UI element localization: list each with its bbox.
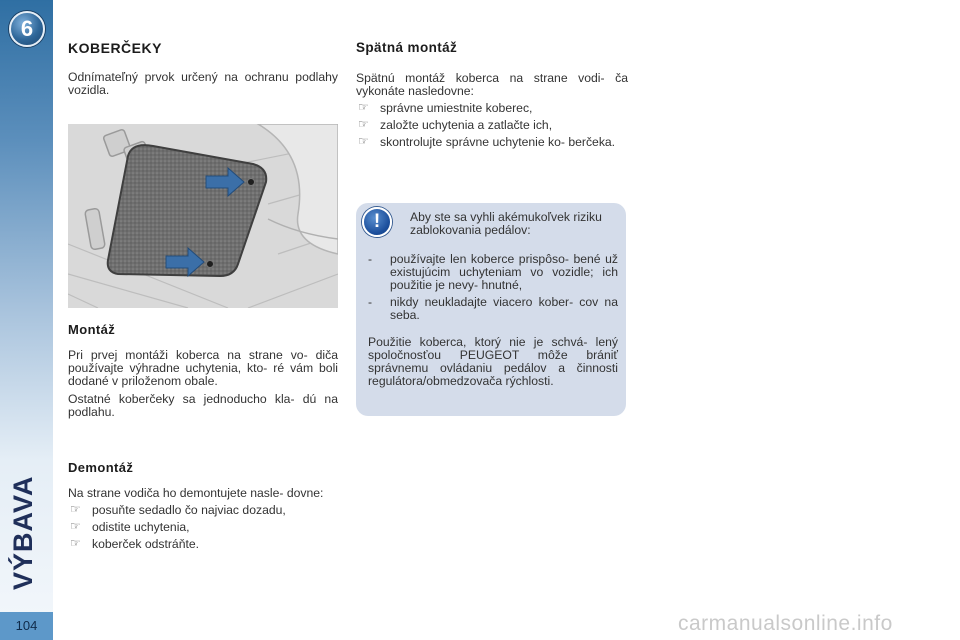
left-column (68, 40, 338, 97)
mounting-paragraph: Ostatné koberčeky sa jednoducho kla- dú na podlahu. (68, 392, 338, 419)
removal-section (68, 460, 338, 551)
page-title: KOBERČEKY (68, 40, 162, 56)
exclamation-icon: ! (362, 207, 392, 237)
pointing-hand-icon: ☞ (358, 117, 369, 131)
reinstall-heading: Spätná montáž (356, 40, 458, 55)
pointing-hand-icon: ☞ (358, 100, 369, 114)
watermark: carmanualsonline.info (678, 612, 893, 635)
pointing-hand-icon: ☞ (358, 134, 369, 148)
mounting-section (68, 322, 338, 419)
floor-mat-illustration (68, 124, 338, 308)
warning-list (368, 253, 618, 326)
list-item: ☞ koberček odstráňte. (70, 536, 200, 551)
list-item: ☞ skontrolujte správne uchytenie ko- berčeka. (358, 134, 616, 149)
chapter-badge: 6 (9, 11, 45, 47)
reinstall-intro: Spätnú montáž koberca na strane vodi- ča vykonáte nasledovne: (356, 71, 628, 98)
reinstall-section (356, 40, 628, 149)
intro-text: Odnímateľný prvok určený na ochranu podlahy vozidla. (68, 70, 338, 97)
floor-mat-drawing (68, 124, 338, 308)
mounting-heading: Montáž (68, 322, 116, 337)
pointing-hand-icon: ☞ (70, 519, 81, 533)
list-item: - nikdy neukladajte viacero kober- cov na seba. (368, 295, 618, 322)
pointing-hand-icon: ☞ (70, 536, 81, 550)
list-item: ☞ posuňte sedadlo čo najviac dozadu, (70, 502, 286, 517)
page-number: 104 (0, 612, 53, 640)
warning-footer: Použitie koberca, ktorý nie je schvá- lený spoločnosťou PEUGEOT môže brániť správnemu ovládaniu pedálov a činnosti regulátora/obmedzovača rýchlosti. (368, 335, 618, 388)
warning-intro: Aby ste sa vyhli akémukoľvek riziku zablokovania pedálov: (410, 210, 602, 237)
reinstall-steps (356, 102, 628, 149)
list-item: ☞ založte uchytenia a zatlačte ich, (358, 117, 553, 132)
section-label (8, 550, 39, 590)
list-item: - používajte len koberce prispôso- bené už existujúcim uchyteniam vo vozidle; ich použitie je nevy- hnutné, (368, 252, 618, 292)
removal-heading: Demontáž (68, 460, 134, 475)
removal-steps (68, 504, 338, 551)
list-item: ☞ správne umiestnite koberec, (358, 100, 533, 115)
list-item: ☞ odistite uchytenia, (70, 519, 190, 534)
pointing-hand-icon: ☞ (70, 502, 81, 516)
removal-intro: Na strane vodiča ho demontujete nasle- dovne: (68, 486, 324, 500)
mounting-paragraph: Pri prvej montáži koberca na strane vo- diča používajte výhradne uchytenia, kto- ré vám boli dodané v priloženom obale. (68, 348, 338, 388)
